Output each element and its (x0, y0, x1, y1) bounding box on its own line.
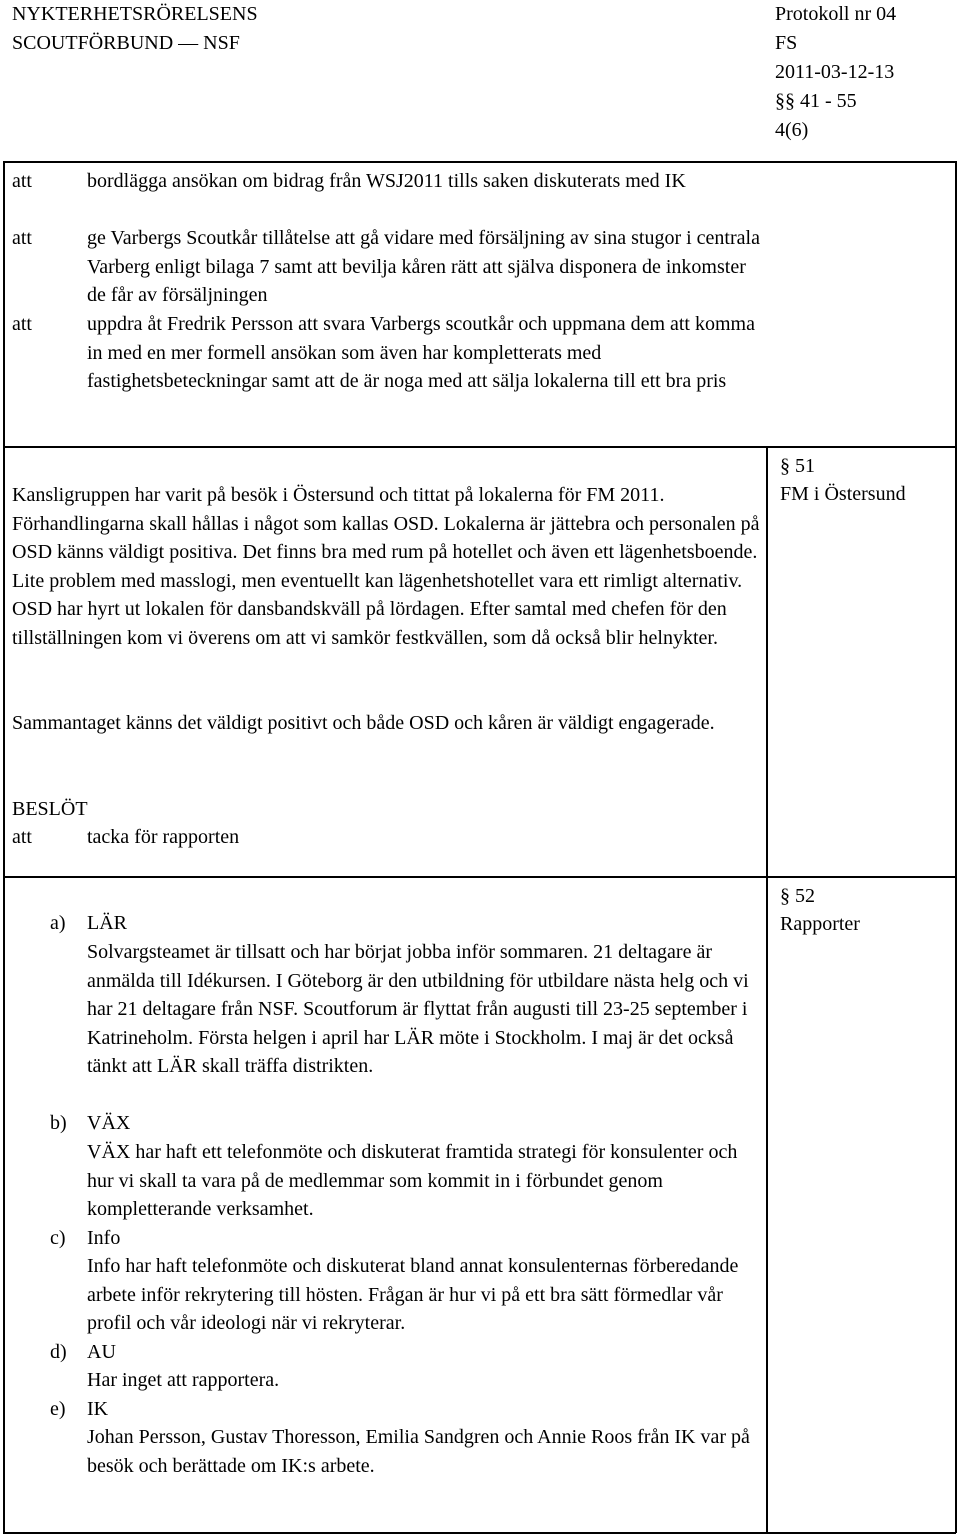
protocol-date: 2011-03-12-13 (775, 61, 895, 83)
decision-prefix: att (12, 313, 32, 335)
decision-prefix: att (12, 170, 32, 192)
table-bottom-border (3, 1532, 956, 1534)
report-item-text: Solvargsteamet är tillsatt och har börjat jobba inför sommaren. 21 deltagare är anmälda till Idékursen. I Göteborg är den utbildning för utbildare nästa helg och vi har 21 deltagare från NSF. Scoutforum är flyttat från augusti till 23-25 september i Katrineholm. Första helgen i april har LÄR möte i Stockholm. I maj är det också tänkt att LÄR skall träffa distrikten. (87, 941, 749, 1078)
section-title: FM i Östersund (780, 483, 906, 505)
report-item-letter: c) (50, 1227, 66, 1249)
report-item-letter: a) (50, 912, 66, 934)
decision-prefix: att (12, 227, 32, 249)
table-left-border (3, 161, 5, 1533)
report-item-text: Info har haft telefonmöte och diskuterat bland annat konsulenternas förberedande arbete inför rekrytering till hösten. Frågan är hur vi på ett bra sätt förmedlar vår profil och vår ideologi när vi rekryterar. (87, 1255, 739, 1335)
report-item-text: VÄX har haft ett telefonmöte och diskuterat framtida strategi för konsulenter och hur vi skall ta vara på de medlemmar som kommit in i förbundet genom kompletterande verksamhet. (87, 1141, 738, 1221)
protocol-body: FS (775, 32, 798, 54)
section-title: Rapporter (780, 913, 860, 935)
section-52-label (780, 882, 955, 938)
section-number: § 51 (780, 455, 815, 477)
org-name-line2: SCOUTFÖRBUND — NSF (12, 32, 240, 54)
organization-header (12, 0, 258, 58)
report-item-heading: AU (87, 1341, 116, 1363)
report-item-text: Har inget att rapportera. (87, 1369, 280, 1391)
decision-text: uppdra åt Fredrik Persson att svara Varbergs scoutkår och uppmana dem att komma in med en mer formell ansökan som även har kompletterats med fastighetsbeteckningar samt att de är noga med att sälja lokalerna till ett bra pris (87, 313, 755, 393)
protocol-number: Protokoll nr 04 (775, 3, 897, 25)
report-item-heading: LÄR (87, 912, 127, 934)
report-item-letter: d) (50, 1341, 67, 1363)
section-number: § 52 (780, 885, 815, 907)
report-item-letter: b) (50, 1112, 67, 1134)
section-divider-2 (3, 876, 956, 878)
table-top-border (3, 161, 956, 163)
org-name-line1: NYKTERHETSRÖRELSENS (12, 3, 258, 25)
page-number: 4(6) (775, 119, 809, 141)
report-item-heading: IK (87, 1398, 109, 1420)
section-51-paragraph: Kansligruppen har varit på besök i Östersund och tittat på lokalerna för FM 2011. Förhandlingarna skall hållas i något som kallas OSD. Lokalerna är jättebra och personalen på OSD känns väldigt positiva. Det finns bra med rum på hotellet och även ett lägenhetsboende. Lite problem med masslogi, men eventuellt kan lägenhetshotellet vara ett rimligt alternativ. OSD har hyrt ut lokalen för dansbandskväll på lördagen. Efter samtal med chefen för den tillställningen kom vi överens om att vi samkör festkvällen, som då också blir helnykter. (12, 484, 760, 649)
section-51-paragraph: Sammantaget känns det väldigt positivt och både OSD och kåren är väldigt engagerade. (12, 712, 715, 734)
report-item-text: Johan Persson, Gustav Thoresson, Emilia Sandgren och Annie Roos från IK var på besök och berättade om IK:s arbete. (87, 1426, 750, 1477)
report-item-heading: Info (87, 1227, 121, 1249)
report-item-heading: VÄX (87, 1112, 131, 1134)
decision-text: tacka för rapporten (87, 826, 240, 848)
protocol-header (775, 0, 896, 145)
decision-prefix: att (12, 826, 32, 848)
report-item-letter: e) (50, 1398, 66, 1420)
protocol-sections: §§ 41 - 55 (775, 90, 857, 112)
decision-text: bordlägga ansökan om bidrag från WSJ2011 tills saken diskuterats med IK (87, 170, 686, 192)
section-51-label (780, 452, 955, 508)
decision-text: ge Varbergs Scoutkår tillåtelse att gå vidare med försäljning av sina stugor i centrala Varberg enligt bilaga 7 samt att bevilja kåren rätt att själva disponera de inkomster de får av försäljningen (87, 227, 760, 307)
section-divider-1 (3, 446, 956, 448)
decision-heading: BESLÖT (12, 798, 88, 820)
table-right-border (955, 161, 957, 1533)
